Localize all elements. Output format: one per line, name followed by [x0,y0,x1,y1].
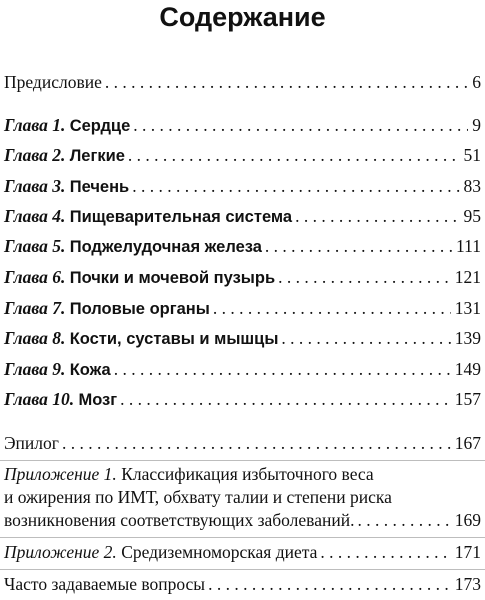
separator-line [0,460,485,461]
chapter-number: Глава 5. [4,236,66,256]
chapter-number: Глава 10. [4,389,75,409]
toc-entry-chapter-7[interactable] [4,296,481,320]
appendix-title-line-1: Классификация избыточного веса [121,464,374,484]
dot-leader [320,540,450,564]
toc-entry-faq[interactable] [4,572,481,596]
page-number: 139 [454,328,481,348]
entry-label: Средиземноморская диета [121,542,318,562]
dot-leader [128,143,460,167]
chapter-name: Кости, суставы и мышцы [69,330,279,348]
page-number: 121 [454,267,481,287]
page-number: 149 [454,359,481,379]
dot-leader [208,572,451,596]
toc-entry-appendix-1-line-2[interactable] [4,485,481,509]
page-number: 171 [454,542,481,562]
chapter-number: Глава 7. [4,298,66,318]
dot-leader [132,174,459,198]
toc-entry-chapter-3[interactable] [4,174,481,198]
dot-leader [133,113,468,137]
page-number: 51 [463,145,481,165]
chapter-number: Глава 6. [4,267,66,287]
chapter-name: Почки и мочевой пузырь [69,269,276,287]
toc-entry-appendix-1-line-1[interactable] [4,462,481,486]
toc-entry-chapter-4[interactable] [4,204,481,228]
dot-leader [213,296,451,320]
dot-leader [265,234,452,258]
chapter-name: Пищеварительная система [69,208,293,226]
chapter-name: Кожа [69,361,111,379]
chapter-number: Глава 1. [4,115,66,135]
appendix-number: Приложение 1. [4,464,117,484]
toc-entry-chapter-8[interactable] [4,326,481,350]
toc-entry-chapter-10[interactable] [4,387,481,411]
entry-label: Эпилог [4,433,59,453]
toc-entry-chapter-1[interactable] [4,113,481,137]
page-number: 9 [472,115,481,135]
chapter-name: Половые органы [69,300,210,318]
chapter-name: Легкие [69,147,125,165]
page-number: 83 [463,176,481,196]
dot-leader [357,508,450,532]
chapter-number: Глава 2. [4,145,66,165]
chapter-name: Печень [69,178,130,196]
chapter-name: Поджелудочная железа [69,238,262,256]
page-number: 6 [472,72,481,92]
page-number: 95 [463,206,481,226]
dot-leader [114,357,451,381]
appendix-number: Приложение 2. [4,542,117,562]
chapter-number: Глава 8. [4,328,66,348]
dot-leader [120,387,451,411]
dot-leader [295,204,459,228]
toc-entry-appendix-1-line-3[interactable] [4,508,481,532]
page-number: 167 [454,433,481,453]
toc-entry-chapter-6[interactable] [4,265,481,289]
entry-label: Предисловие [4,72,102,92]
appendix-title-line-2: и ожирения по ИМТ, обхвату талии и степени риска [4,487,392,507]
page-number: 169 [454,510,481,530]
dot-leader [62,431,451,455]
toc-entry-chapter-2[interactable] [4,143,481,167]
page-number: 131 [454,298,481,318]
separator-line [0,569,485,570]
separator-line [0,537,485,538]
entry-label: Часто задаваемые вопросы [4,574,206,594]
toc-entry-epilogue[interactable] [4,431,481,455]
dot-leader [281,326,450,350]
dot-leader [278,265,451,289]
chapter-name: Мозг [78,391,118,409]
page-number: 157 [454,389,481,409]
page-number: 111 [456,236,481,256]
toc-entry-chapter-9[interactable] [4,357,481,381]
toc-entry-chapter-5[interactable] [4,234,481,258]
toc-entry-appendix-2[interactable] [4,540,481,564]
chapter-number: Глава 9. [4,359,66,379]
chapter-name: Сердце [69,117,131,135]
page-number: 173 [454,574,481,594]
chapter-number: Глава 4. [4,206,66,226]
toc-entry-preface[interactable] [4,70,481,94]
chapter-number: Глава 3. [4,176,66,196]
dot-leader [105,70,468,94]
appendix-title-line-3: возникновения соответствующих заболеваний. [4,510,355,530]
page-title: Содержание [159,2,326,32]
